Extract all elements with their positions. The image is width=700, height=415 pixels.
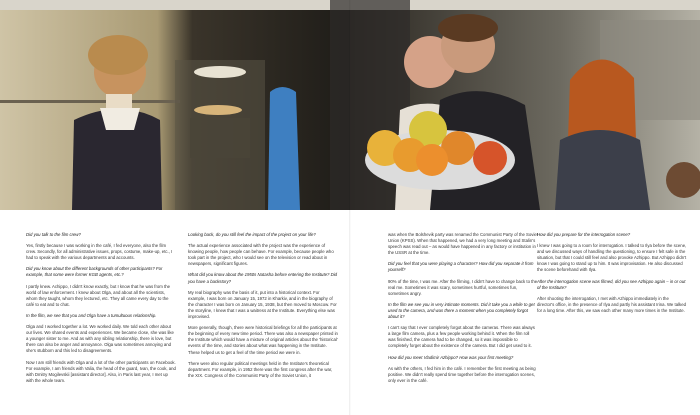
interview-question: What did you know about the 1950s Natasha before entering the Institute? Did you have a backstory? bbox=[188, 272, 338, 284]
interview-answer: After shooting the interrogation, I met with Azhippo immediately in the director's office, in the presence of Ilya and partly his assistant Irina. We talked for a long time. After this, we saw each other many more times in the Institute. bbox=[537, 295, 686, 313]
interview-answer: I partly knew. Achippo, I didn't know exactly, but I know that he was from the world of law enforcement. I knew about Olga, and about all the scientists, whom they taught, whom they lectured, etc. They all came every day to the café to eat and to chat. bbox=[26, 283, 171, 307]
interview-answer: 90% of the time, I was me. After the filming, I didn't have to change back to the real me. Sometimes it was scary, sometimes hurtful, sometimes fun, sometimes angry. bbox=[388, 278, 538, 296]
interview-question: Did you feel that you were playing a character? How did you separate it from yourself? bbox=[388, 261, 534, 273]
interview-answer: My real biography was the basis of it, put into a historical context. For example, I was born on January 15, 1972 in Kharkiv, and in the biography of the character I was born on January 15, 1938, but then moved to Moscow. For the storyline, I knew that I was a waitress at the Institute. Everything else was improvised. bbox=[188, 289, 337, 320]
text-column-1 bbox=[26, 232, 176, 389]
interview-answer: Olga and I worked together a lot. We worked daily. We told each other about our lives. We shared events and experiences. We became close, she was like a younger sister to me. And as with any sibling relationship, there is love, but there can also be anger and annoyance. Olga was sometimes annoying and she's stubborn and this led to disagreements. bbox=[26, 324, 174, 354]
interview-question: How did you meet Vladimir Azhippo? How was your first meeting? bbox=[388, 354, 514, 360]
page-gutter bbox=[349, 0, 351, 415]
interview-answer: was when the Bolshevik party was renamed the Communist Party of the Soviet Union (KPSS). When that happened, we had a very long meeting and Stalin's speech was read out – as would have happened in any factory or institution in the USSR at the time. bbox=[388, 232, 538, 256]
interview-question: Did you talk to the film crew? bbox=[26, 232, 81, 237]
interview-answer: I knew I was going to a room for interrogation. I talked to Ilya before the scene, and we discussed ways of handling the questioning, to ensure I felt safe in the situation, but that I could still feel and also provoke Azhippo. But Azhippo didn't know I was going to stand up to him. It was improvisation. He also discussed the scene beforehand with Ilya. bbox=[537, 243, 687, 273]
text-column-4 bbox=[537, 232, 687, 319]
interview-question: Looking back, do you still feel the impact of the project on your life? bbox=[188, 232, 316, 237]
interview-answer: Now I am still friends with Olga and a lot of the other participants on Facebook. For example, I am friends with Valia, the head of the guard, Ivan, the cook, and with Dmitry Mogilevskii [assistant director]. Also, in Paris last year, I met up with the whole team. bbox=[26, 359, 176, 383]
interview-question: After the interrogation scene was filmed, did you see Azhippo again – in or out of the Institute? bbox=[537, 278, 686, 290]
interview-question: In the film we see you in very intimate moments. Did it take you a while to get used to the camera, and was there a moment when you completely forgot about it? bbox=[388, 301, 535, 320]
text-column-2 bbox=[188, 232, 338, 384]
interview-answer: As with the others, I fed him in the café. I remember the first meeting as being positive. We didn't really spend time together before the interrogation scenes, only ever in the café. bbox=[388, 365, 536, 383]
interview-answer: The actual experience associated with the project was the experience of knowing people, how people can behave. For example, because people who took part in the project, who I would see on the television or read about in newspapers, significant figures. bbox=[188, 243, 334, 267]
interview-question: In the film, we see that you and Olga have a tumultuous relationship. bbox=[26, 312, 157, 318]
interview-answer: I can't say that I ever completely forgot about the cameras. There was always a large film camera, plus a few people working behind it. When the film roll was finished, the camera had to be changed, so it was impossible to completely forget about the existence of the camera. But I did get used to it. bbox=[388, 325, 535, 349]
interview-question: How did you prepare for the interrogation scene? bbox=[537, 232, 631, 237]
interview-answer: There were also regular political meetings held in the Institute's theoretical department. For example, in 1952 there was the first congress after the war, the XIX. Congress of the Communist Party of the Soviet Union, it bbox=[188, 360, 333, 378]
interview-answer: More generally, though, there were historical briefings for all the participants at the beginning of every new time period. There was also a newspaper printed in the Institute which would have a mixture of original articles about the 'historical' events of the time, and stories about what was happening in the Institute. These helped us to get a feel of the time period we were in. bbox=[188, 325, 338, 355]
interview-question: Did you know about the different backgrounds of other participants? For example, that some were former KGB agents, etc.? bbox=[26, 266, 163, 278]
text-column-3 bbox=[388, 232, 538, 389]
interview-answer: Yes, firstly because I was working in the café, I fed everyone, also the film crew. Secondly, for all administrative issues, props, costume, make-up, etc., I had to speak with the various departments and accounts. bbox=[26, 243, 173, 261]
